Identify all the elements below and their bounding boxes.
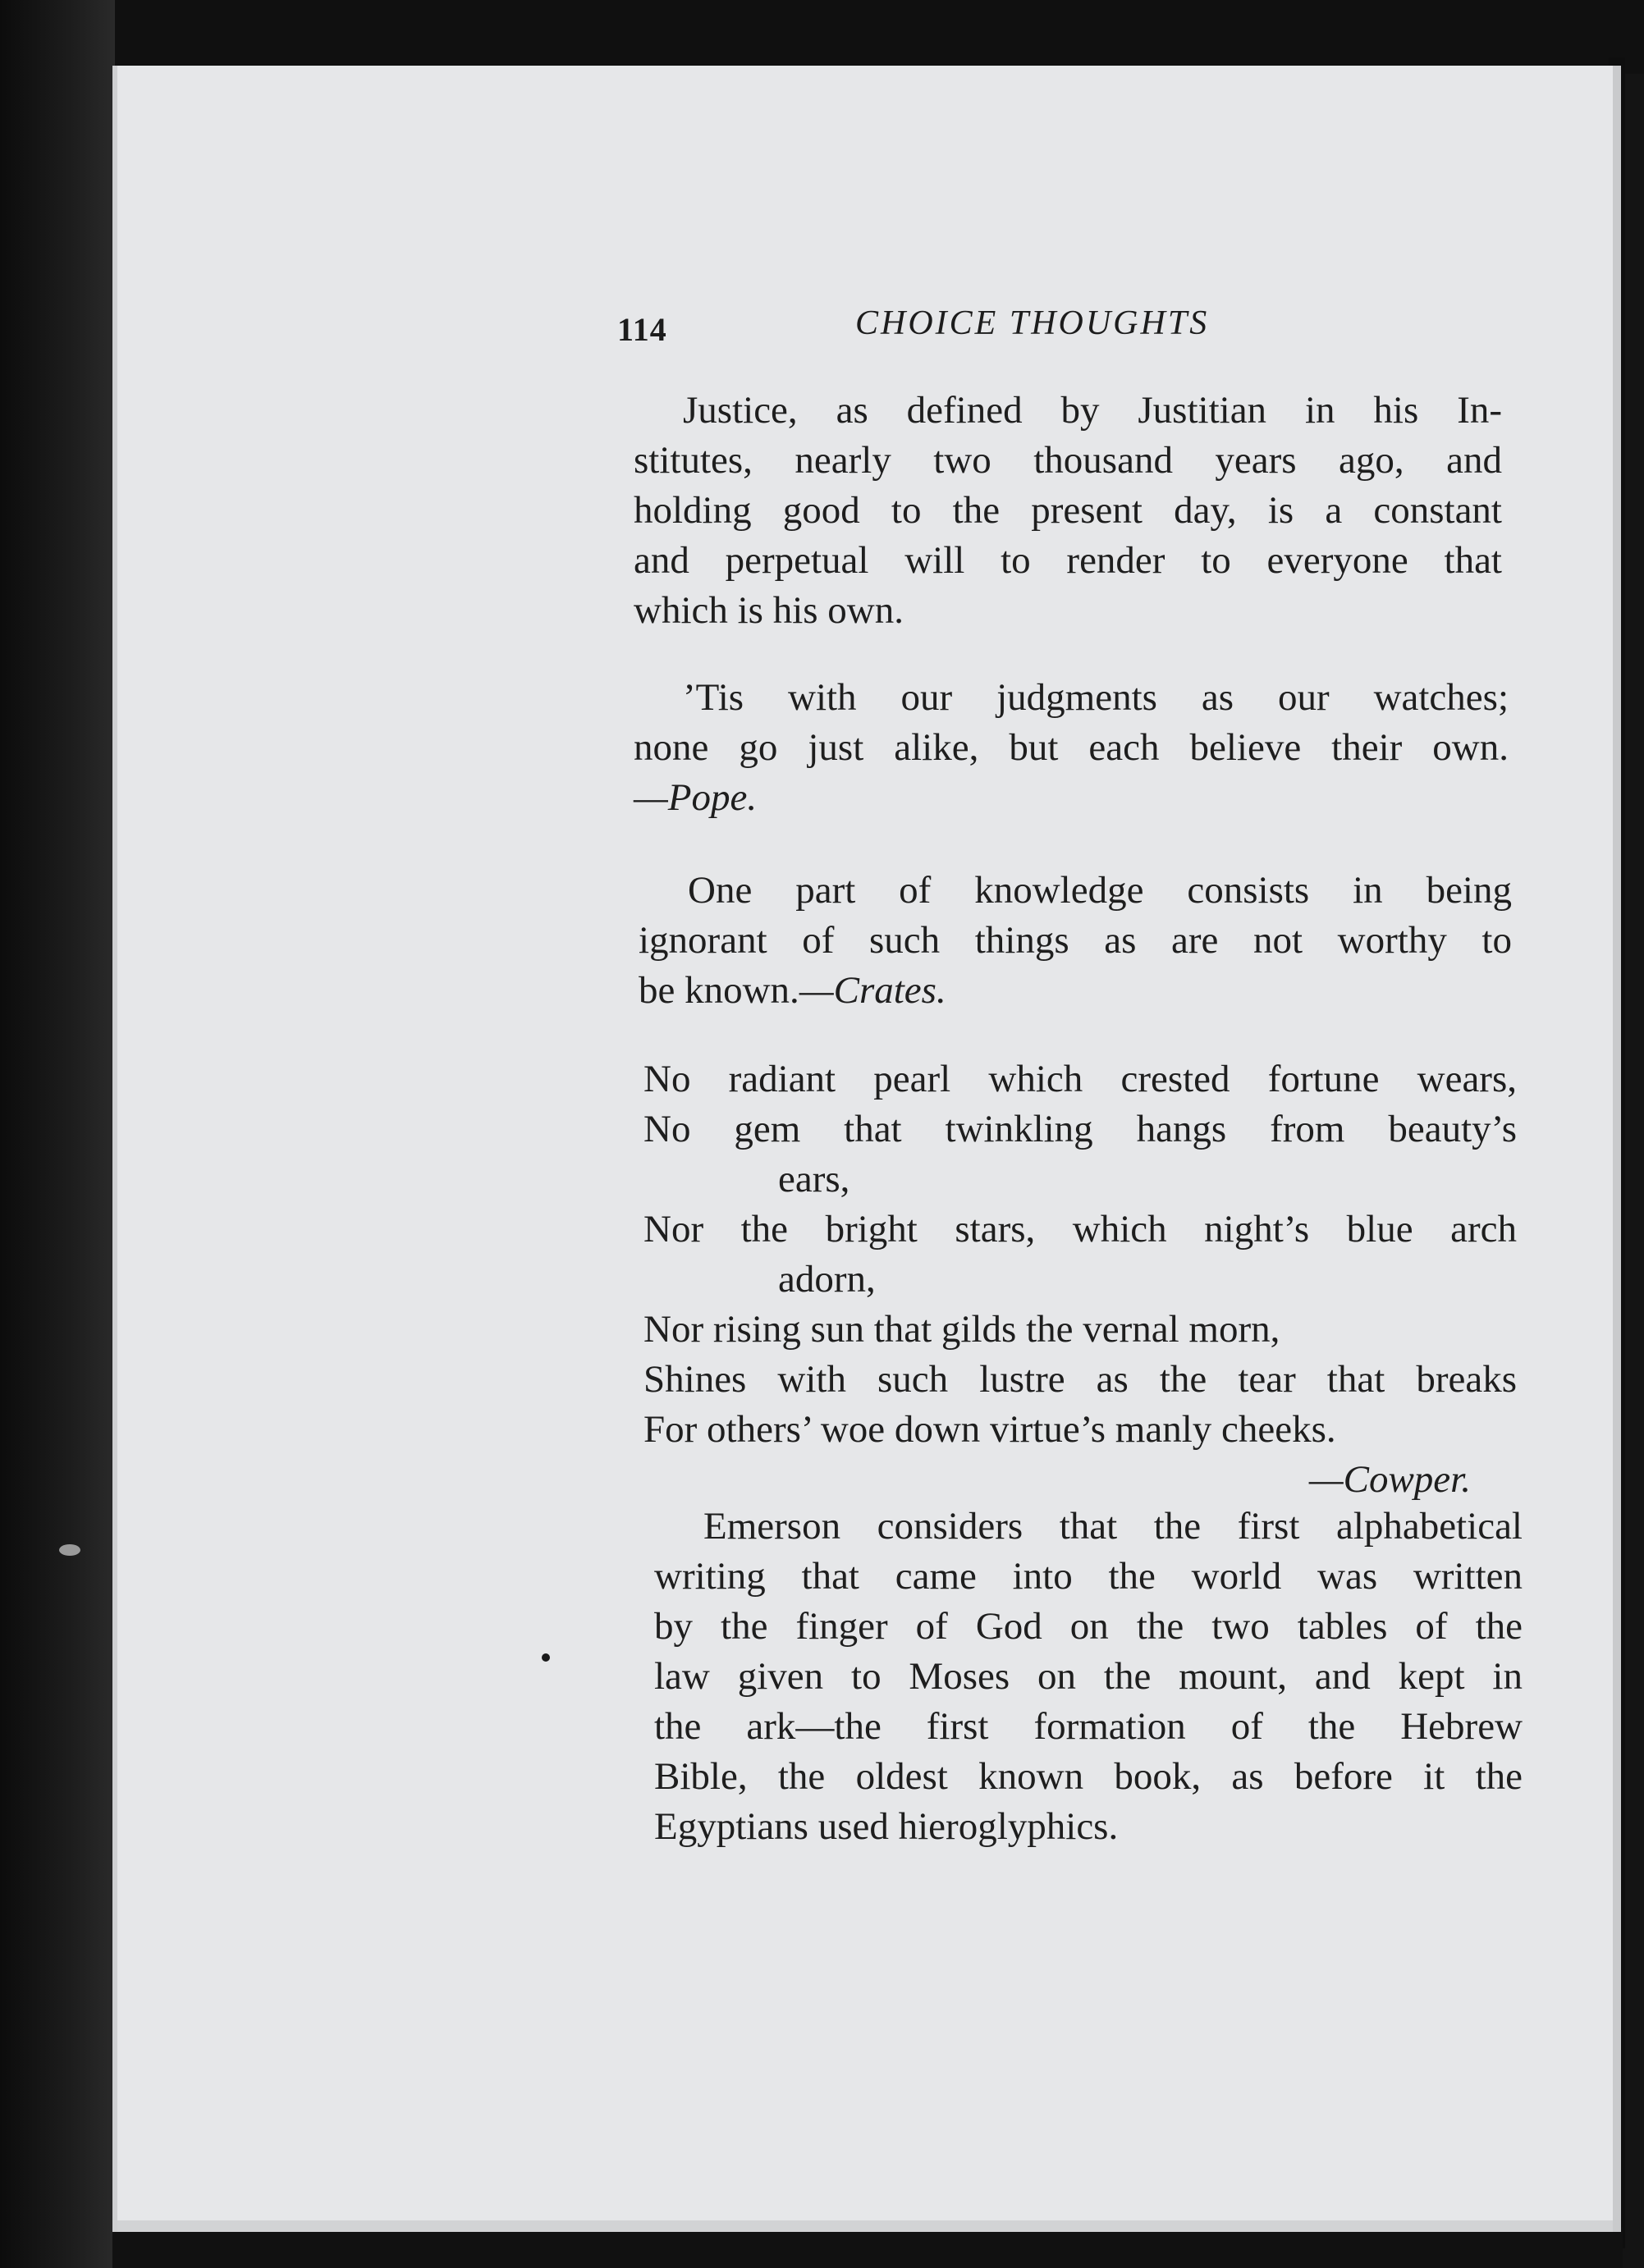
poem-line: Nor the bright stars, which night’s blue arch — [643, 1208, 1517, 1251]
text-fragment: be known. — [639, 969, 799, 1012]
text-line: the ark—the first formation of the Hebrew — [654, 1705, 1523, 1748]
poem-line: ears, — [778, 1158, 850, 1200]
running-title: CHOICE THOUGHTS — [855, 304, 1210, 342]
page-number: 114 — [617, 311, 667, 348]
text-line: by the finger of God on the two tables of the — [654, 1605, 1523, 1648]
text-line: Emerson considers that the first alphabetical — [703, 1505, 1523, 1548]
poem-line: Nor rising sun that gilds the vernal morn, — [643, 1308, 1280, 1351]
paragraph-justice — [634, 386, 1502, 636]
text-line: holding good to the present day, is a constant — [634, 489, 1502, 532]
text-line: Bible, the oldest known book, as before it the — [654, 1755, 1523, 1798]
poem-line: adorn, — [778, 1258, 876, 1301]
text-line: ignorant of such things as are not worthy to — [639, 919, 1512, 962]
text-line: One part of knowledge consists in being — [688, 869, 1512, 912]
text-line — [639, 966, 1512, 1016]
text-line: Egyptians used hieroglyphics. — [654, 1805, 1119, 1848]
text-line: ’Tis with our judgments as our watches; — [683, 676, 1509, 719]
text-line: which is his own. — [634, 589, 904, 632]
attribution: —Cowper. — [1308, 1458, 1471, 1501]
text-line: law given to Moses on the mount, and kept in — [654, 1655, 1523, 1698]
paragraph-judgments — [634, 673, 1509, 823]
text-line: and perpetual will to render to everyone that — [634, 539, 1502, 582]
attribution: —Pope. — [634, 776, 758, 819]
attribution: —Crates. — [799, 969, 946, 1012]
poem-line: For others’ woe down virtue’s manly cheeks. — [643, 1408, 1336, 1451]
scan-speck — [59, 1544, 80, 1556]
scan-speck — [542, 1653, 550, 1662]
text-line — [634, 773, 1509, 823]
text-line — [643, 1455, 1517, 1505]
scan-border-left — [0, 0, 115, 2268]
poem-line: No radiant pearl which crested fortune wears, — [643, 1058, 1517, 1100]
scan-border-top — [0, 0, 1644, 74]
text-line: Justice, as defined by Justitian in his In- — [683, 389, 1502, 432]
poem-line: Shines with such lustre as the tear that breaks — [643, 1358, 1517, 1401]
paragraph-knowledge — [639, 866, 1512, 1016]
poem-line: No gem that twinkling hangs from beauty’s — [643, 1108, 1517, 1150]
poem-cowper — [643, 1054, 1517, 1505]
text-line: stitutes, nearly two thousand years ago, and — [634, 439, 1502, 482]
text-line: writing that came into the world was written — [654, 1555, 1523, 1598]
running-head — [617, 304, 1257, 353]
scan-border-bottom — [112, 2228, 1623, 2268]
text-line: none go just alike, but each believe their own. — [634, 726, 1509, 769]
paragraph-emerson — [654, 1502, 1523, 1852]
